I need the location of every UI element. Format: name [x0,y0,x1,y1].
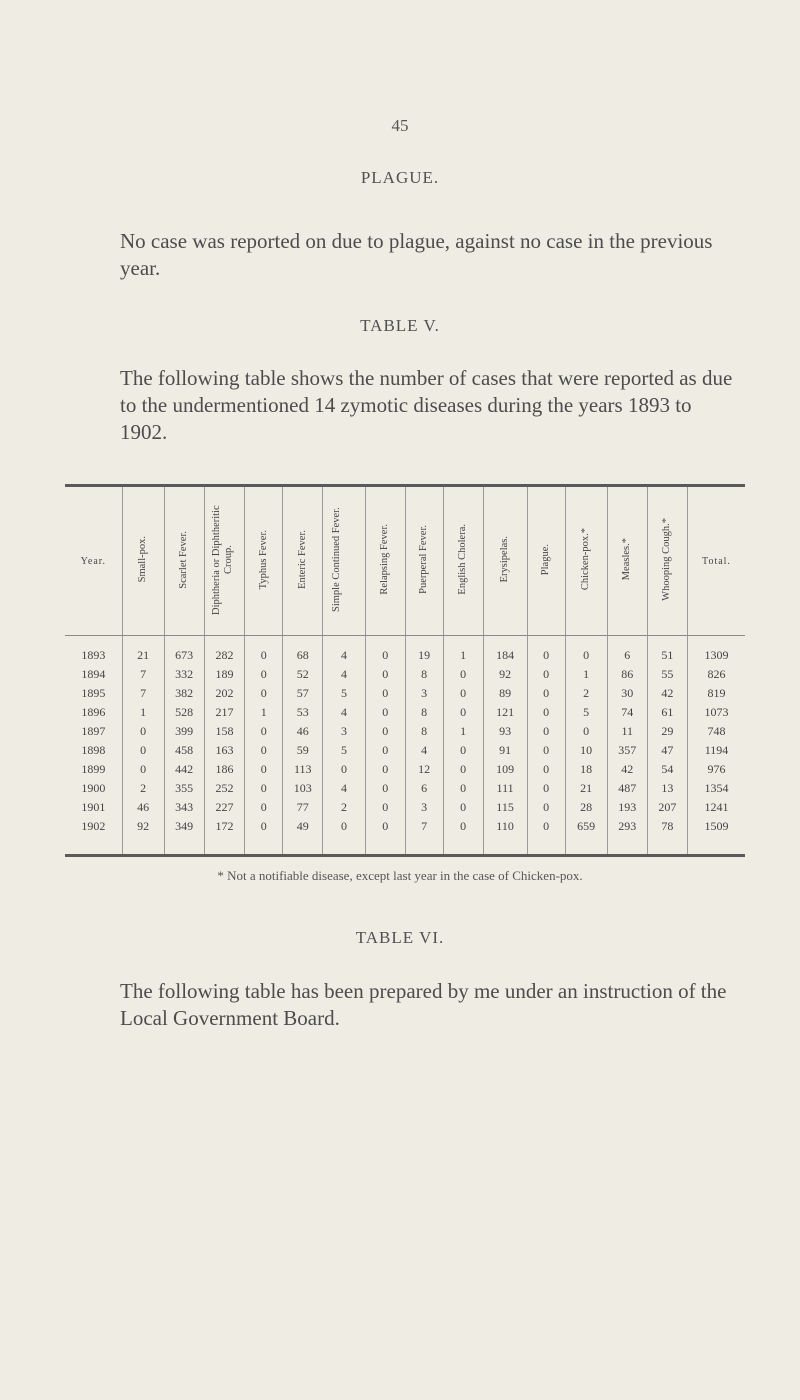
value-cell: 0 [443,703,483,722]
value-cell: 5 [565,703,607,722]
value-cell: 29 [647,722,687,741]
value-cell: 186 [204,760,244,779]
value-cell: 3 [323,722,365,741]
value-cell: 55 [647,665,687,684]
value-cell: 0 [527,636,565,666]
value-cell: 5 [323,684,365,703]
value-cell: 332 [164,665,204,684]
value-cell: 42 [647,684,687,703]
header-chicken-pox: Chicken-pox.* [565,486,607,636]
value-cell: 52 [283,665,323,684]
value-cell: 111 [483,779,527,798]
value-cell: 86 [607,665,647,684]
value-cell: 442 [164,760,204,779]
table-header-row [65,486,745,636]
header-erysipelas: Erysipelas. [483,486,527,636]
zymotic-diseases-table [65,484,745,857]
table-row [65,741,745,760]
table5-intro: The following table shows the number of cases that were reported as due to the undermentioned 14 zymotic diseases during the years 1893 to 1902. [120,366,733,444]
value-cell: 0 [365,703,405,722]
value-cell: 49 [283,817,323,856]
value-cell: 343 [164,798,204,817]
footnote: * Not a notifiable disease, except last year in the case of Chicken-pox. [217,868,583,883]
value-cell: 1354 [687,779,745,798]
value-cell: 673 [164,636,204,666]
value-cell: 0 [365,760,405,779]
value-cell: 4 [323,779,365,798]
header-whooping-cough: Whooping Cough.* [647,486,687,636]
header-puerperal-fever: Puerperal Fever. [405,486,443,636]
value-cell: 0 [365,798,405,817]
value-cell: 0 [365,722,405,741]
value-cell: 3 [405,798,443,817]
value-cell: 4 [405,741,443,760]
value-cell: 30 [607,684,647,703]
header-simple-continued-fever: Simple Continued Fever. [323,486,365,636]
plague-paragraph: No case was reported on due to plague, against no case in the previous year. [120,229,713,280]
value-cell: 819 [687,684,745,703]
header-small-pox: Small-pox. [122,486,164,636]
value-cell: 42 [607,760,647,779]
value-cell: 158 [204,722,244,741]
value-cell: 115 [483,798,527,817]
value-cell: 0 [527,779,565,798]
value-cell: 89 [483,684,527,703]
value-cell: 0 [245,779,283,798]
value-cell: 53 [283,703,323,722]
value-cell: 0 [365,684,405,703]
value-cell: 46 [122,798,164,817]
value-cell: 113 [283,760,323,779]
value-cell: 8 [405,703,443,722]
value-cell: 110 [483,817,527,856]
value-cell: 399 [164,722,204,741]
value-cell: 46 [283,722,323,741]
value-cell: 21 [565,779,607,798]
value-cell: 184 [483,636,527,666]
table-row [65,665,745,684]
value-cell: 1509 [687,817,745,856]
value-cell: 0 [245,684,283,703]
value-cell: 0 [245,636,283,666]
value-cell: 1 [443,636,483,666]
value-cell: 1 [565,665,607,684]
value-cell: 0 [527,722,565,741]
year-cell: 1899 [81,762,106,776]
value-cell: 78 [647,817,687,856]
table-row [65,798,745,817]
value-cell: 189 [204,665,244,684]
value-cell: 0 [527,760,565,779]
value-cell: 0 [245,760,283,779]
value-cell: 3 [405,684,443,703]
value-cell: 0 [527,665,565,684]
value-cell: 28 [565,798,607,817]
table-row [65,636,745,666]
value-cell: 252 [204,779,244,798]
table6-heading: TABLE VI. [355,928,445,947]
value-cell: 0 [443,684,483,703]
page-number: 45 [391,116,409,135]
value-cell: 0 [527,798,565,817]
table-row [65,817,745,856]
value-cell: 8 [405,665,443,684]
value-cell: 0 [365,741,405,760]
value-cell: 0 [323,760,365,779]
value-cell: 976 [687,760,745,779]
value-cell: 0 [245,741,283,760]
value-cell: 91 [483,741,527,760]
value-cell: 109 [483,760,527,779]
value-cell: 227 [204,798,244,817]
value-cell: 6 [405,779,443,798]
value-cell: 68 [283,636,323,666]
value-cell: 357 [607,741,647,760]
value-cell: 121 [483,703,527,722]
value-cell: 0 [323,817,365,856]
header-measles: Measles.* [607,486,647,636]
value-cell: 57 [283,684,323,703]
value-cell: 6 [607,636,647,666]
value-cell: 355 [164,779,204,798]
header-enteric-fever: Enteric Fever. [283,486,323,636]
value-cell: 0 [443,798,483,817]
value-cell: 2 [122,779,164,798]
header-diphtheria: Diphtheria or Diphtheritic Croup. [204,486,244,636]
year-cell: 1897 [81,724,106,738]
value-cell: 1 [443,722,483,741]
value-cell: 8 [405,722,443,741]
value-cell: 0 [527,741,565,760]
value-cell: 7 [405,817,443,856]
value-cell: 1 [245,703,283,722]
header-relapsing-fever: Relapsing Fever. [365,486,405,636]
header-total: Total. [687,486,745,636]
value-cell: 217 [204,703,244,722]
table-row [65,722,745,741]
value-cell: 826 [687,665,745,684]
value-cell: 0 [122,741,164,760]
value-cell: 0 [527,817,565,856]
year-cell: 1896 [81,705,106,719]
value-cell: 92 [122,817,164,856]
year-cell: 1898 [81,743,106,757]
value-cell: 1073 [687,703,745,722]
value-cell: 458 [164,741,204,760]
value-cell: 47 [647,741,687,760]
value-cell: 282 [204,636,244,666]
value-cell: 4 [323,665,365,684]
value-cell: 1241 [687,798,745,817]
value-cell: 7 [122,684,164,703]
value-cell: 0 [565,722,607,741]
value-cell: 207 [647,798,687,817]
value-cell: 92 [483,665,527,684]
value-cell: 0 [245,817,283,856]
value-cell: 0 [365,665,405,684]
value-cell: 103 [283,779,323,798]
value-cell: 77 [283,798,323,817]
header-plague: Plague. [527,486,565,636]
value-cell: 0 [443,779,483,798]
value-cell: 10 [565,741,607,760]
value-cell: 61 [647,703,687,722]
table5-heading: TABLE V. [360,316,440,335]
value-cell: 659 [565,817,607,856]
value-cell: 0 [365,817,405,856]
value-cell: 163 [204,741,244,760]
value-cell: 19 [405,636,443,666]
zymotic-table-container [65,484,745,857]
year-cell: 1900 [81,781,106,795]
year-cell: 1895 [81,686,106,700]
value-cell: 2 [565,684,607,703]
header-year: Year. [65,486,122,636]
value-cell: 293 [607,817,647,856]
value-cell: 21 [122,636,164,666]
value-cell: 0 [245,722,283,741]
value-cell: 349 [164,817,204,856]
value-cell: 11 [607,722,647,741]
value-cell: 13 [647,779,687,798]
year-cell: 1894 [81,667,106,681]
value-cell: 0 [527,703,565,722]
value-cell: 0 [245,665,283,684]
value-cell: 18 [565,760,607,779]
value-cell: 93 [483,722,527,741]
value-cell: 54 [647,760,687,779]
value-cell: 5 [323,741,365,760]
value-cell: 0 [365,636,405,666]
value-cell: 4 [323,636,365,666]
value-cell: 0 [565,636,607,666]
value-cell: 202 [204,684,244,703]
year-cell: 1893 [81,648,106,662]
value-cell: 7 [122,665,164,684]
value-cell: 0 [443,760,483,779]
value-cell: 748 [687,722,745,741]
value-cell: 0 [365,779,405,798]
value-cell: 0 [122,722,164,741]
header-english-cholera: English Cholera. [443,486,483,636]
plague-heading: PLAGUE. [360,168,440,187]
value-cell: 0 [443,817,483,856]
value-cell: 0 [245,798,283,817]
value-cell: 193 [607,798,647,817]
value-cell: 0 [527,684,565,703]
value-cell: 1309 [687,636,745,666]
header-typhus-fever: Typhus Fever. [245,486,283,636]
header-scarlet-fever: Scarlet Fever. [164,486,204,636]
value-cell: 51 [647,636,687,666]
table-row [65,684,745,703]
value-cell: 2 [323,798,365,817]
year-cell: 1902 [81,819,106,833]
value-cell: 0 [122,760,164,779]
table-row [65,703,745,722]
value-cell: 1194 [687,741,745,760]
year-cell: 1901 [81,800,106,814]
value-cell: 4 [323,703,365,722]
table6-intro: The following table has been prepared by me under an instruction of the Local Government Board. [120,979,727,1030]
value-cell: 528 [164,703,204,722]
value-cell: 74 [607,703,647,722]
table-row [65,760,745,779]
value-cell: 0 [443,665,483,684]
value-cell: 382 [164,684,204,703]
value-cell: 487 [607,779,647,798]
value-cell: 12 [405,760,443,779]
value-cell: 0 [443,741,483,760]
value-cell: 172 [204,817,244,856]
value-cell: 1 [122,703,164,722]
table-row [65,779,745,798]
value-cell: 59 [283,741,323,760]
